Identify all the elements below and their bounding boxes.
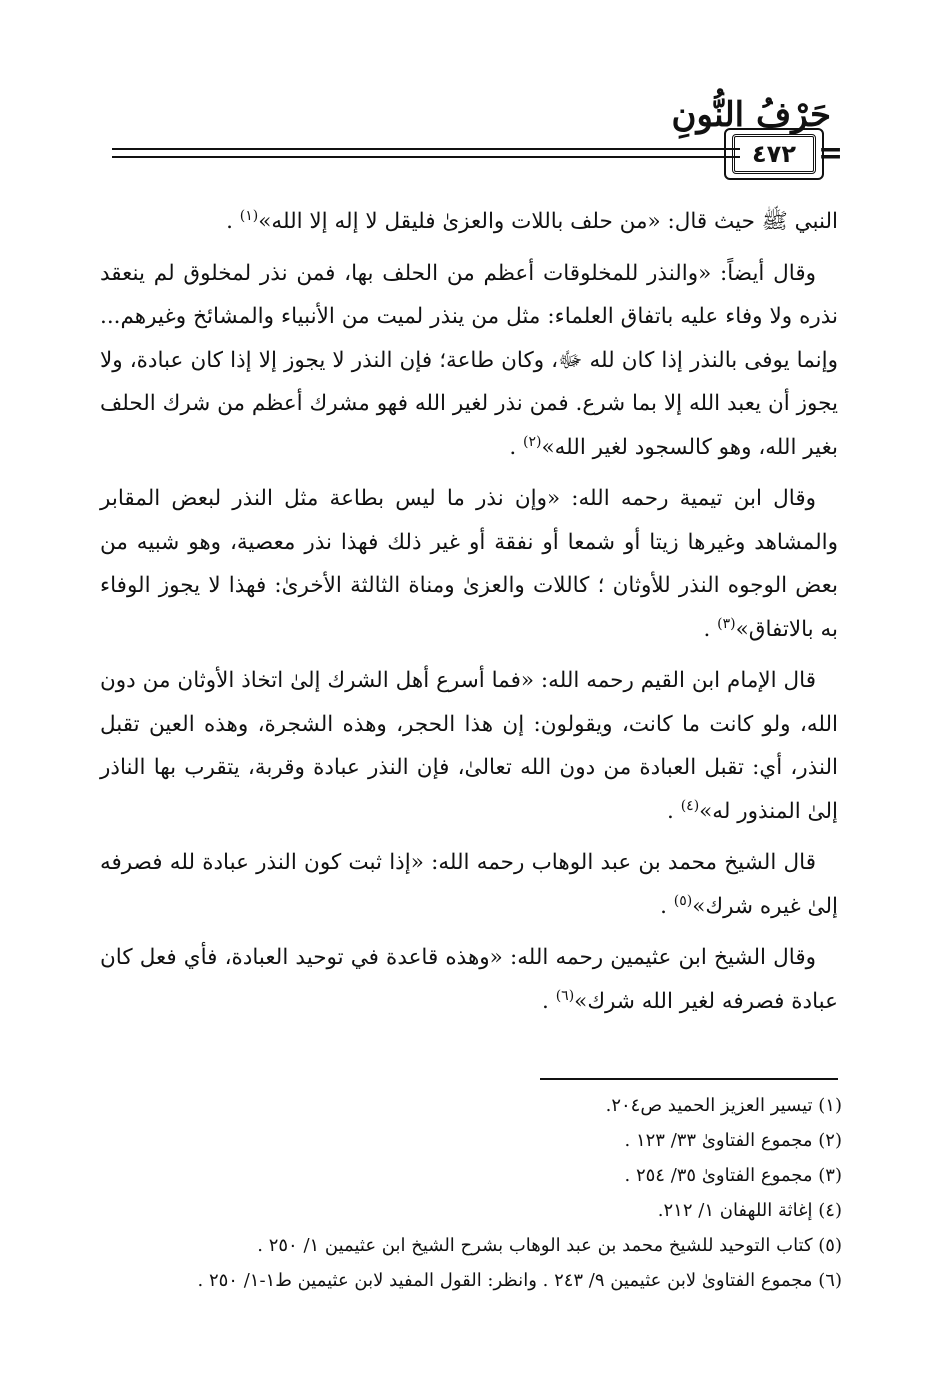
running-title: حَرْفُ النُّونِ <box>671 95 831 135</box>
footnote-ref: (٥) <box>673 892 693 909</box>
paragraph-end: . <box>703 616 718 642</box>
paragraph <box>100 841 838 928</box>
footnote: (٦) مجموع الفتاوىٰ لابن عثيمين ٩/ ٢٤٣ . وانظر: القول المفيد لابن عثيمين ط١-١/ ٢٥٠ . <box>197 1270 842 1291</box>
footnote: (٢) مجموع الفتاوىٰ ٣٣/ ١٢٣ . <box>624 1130 842 1151</box>
paragraph-text: قال الشيخ محمد بن عبد الوهاب رحمه الله: «إذا ثبت كون النذر عبادة لله فصرفه إلىٰ غيره شرك» <box>100 850 838 919</box>
footnote-separator <box>540 1078 838 1080</box>
paragraph <box>100 936 838 1023</box>
header-rule-top <box>112 148 740 150</box>
paragraph-text: قال الإمام ابن القيم رحمه الله: «فما أسرع أهل الشرك إلىٰ اتخاذ الأوثان من دون الله، ولو كانت ما كانت، ويقولون: إن هذا الحجر، وهذه الشجرة، وهذه العين تقبل النذر، أي: تقبل العبادة من دون الله تعالىٰ، فإن النذر عبادة وقربة، يتقرب بها الناذر إلىٰ المنذور له» <box>100 668 838 824</box>
paragraph-end: . <box>226 209 240 234</box>
paragraph <box>100 659 838 833</box>
paragraph-text: وقال ابن تيمية رحمه الله: «وإن نذر ما ليس بطاعة مثل النذر لبعض المقابر والمشاهد وغيرها زيتا أو شمعا أو نفقة أو غير ذلك فهذا نذر معصية، وهو شبيه من بعض الوجوه النذر للأوثان ؛ كاللات والعزىٰ ومناة الثالثة الأخرىٰ: فهذا لا يجوز الوفاء به بالاتفاق» <box>100 486 838 642</box>
paragraph <box>100 200 838 244</box>
header-rule-bottom <box>112 156 740 158</box>
paragraph <box>100 477 838 651</box>
footnote-ref: (٤) <box>680 797 700 814</box>
footnote-ref: (٦) <box>555 987 575 1004</box>
footnote: (٤) إغاثة اللهفان ١/ ٢١٢. <box>657 1200 842 1221</box>
footnote: (١) تيسير العزيز الحميد ص٢٠٤. <box>605 1095 842 1116</box>
footnote-ref: (١) <box>239 207 259 224</box>
footnote-ref: (٢) <box>523 433 542 450</box>
footnotes <box>100 1088 842 1298</box>
paragraph-text: النبي ﷺ حيث قال: «من حلف باللات والعزىٰ فليقل لا إله إلا الله» <box>258 209 838 234</box>
footnote-ref: (٣) <box>717 615 736 632</box>
footnote: (٥) كتاب التوحيد للشيخ محمد بن عبد الوهاب بشرح الشيخ ابن عثيمين ١/ ٢٥٠ . <box>257 1235 842 1256</box>
header-marker: = <box>818 136 844 171</box>
footnote: (٣) مجموع الفتاوىٰ ٣٥/ ٢٥٤ . <box>624 1165 842 1186</box>
paragraph-end: . <box>660 893 674 919</box>
main-text <box>100 200 838 1031</box>
paragraph-end: . <box>542 988 556 1014</box>
page-number: ٤٧٢ <box>732 134 816 174</box>
paragraph-text: وقال الشيخ ابن عثيمين رحمه الله: «وهذه قاعدة في توحيد العبادة، فأي فعل كان عبادة فصرفه لغير الله شرك» <box>100 945 838 1014</box>
paragraph-end: . <box>667 798 681 824</box>
paragraph-text: وقال أيضاً: «والنذر للمخلوقات أعظم من الحلف بها، فمن نذر لمخلوق لم ينعقد نذره ولا وفاء عليه باتفاق العلماء: مثل من ينذر لميت من الأنبياء والمشائخ وغيرهم... وإنما يوفى بالنذر إذا كان لله ﷻ، وكان طاعة؛ فإن النذر لا يجوز إلا إذا كان عبادة، ولا يجوز أن يعبد الله إلا بما شرع. فمن نذر لغير الله فهو مشرك أعظم من شرك الحلف بغير الله، وهو كالسجود لغير الله» <box>100 260 838 460</box>
paragraph-end: . <box>509 434 524 460</box>
paragraph <box>100 252 838 470</box>
